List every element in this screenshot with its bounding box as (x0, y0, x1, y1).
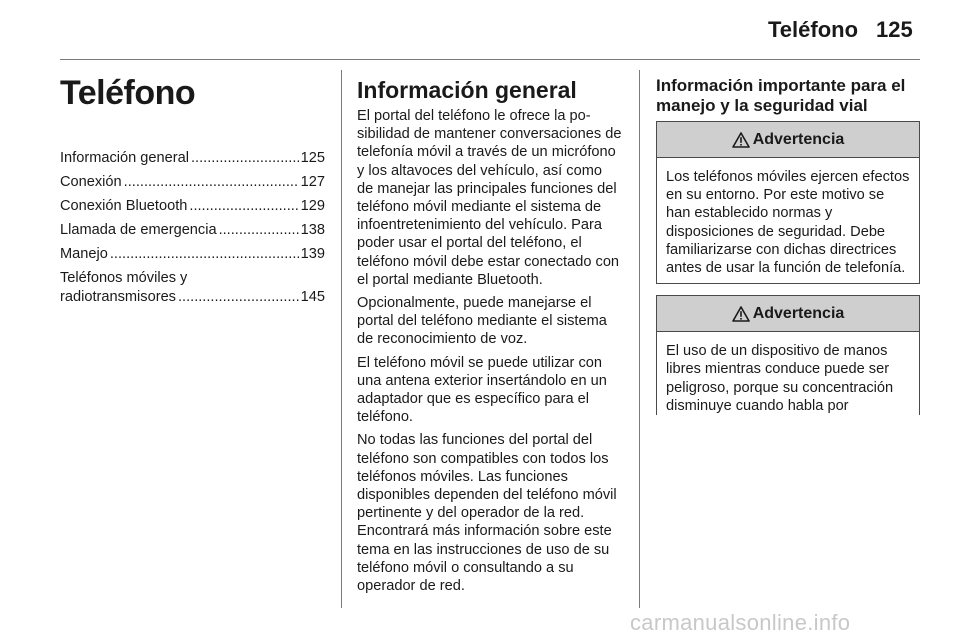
warning-box (656, 295, 920, 415)
body-paragraph: Opcionalmente, puede manejarse el portal del teléfono mediante el sistema de reconocimiento de voz. (357, 295, 607, 348)
toc-page: 145 (300, 289, 325, 305)
warning-box (656, 121, 920, 284)
toc-page: 127 (300, 174, 325, 190)
body-paragraph: No todas las funciones del portal del teléfono son compatibles con todos los teléfonos móviles. Las funciones disponibles dependen del teléfono móvil pertinente y del operador de la red. Encontrará más información sobre este tema en las instrucciones de uso de su teléfono móvil o consultando a su operador de red. (357, 432, 617, 595)
column-divider (341, 70, 342, 608)
toc-label: Manejo (60, 246, 108, 262)
warning-text: Los teléfonos móviles ejercen efectos en su entorno. Por este motivo se han establecido normas y disposiciones de seguridad. Debe familiarizarse con dichas directrices antes de usar la función de telefonía. (666, 169, 910, 277)
toc-leader (110, 245, 299, 264)
column-divider (639, 70, 640, 608)
toc-entry[interactable] (60, 173, 325, 192)
toc-label-line1: Teléfonos móviles y (60, 270, 188, 286)
watermark: carmanualsonline.info (630, 610, 851, 635)
toc-label: Información general (60, 150, 189, 166)
page-header (0, 0, 960, 60)
safety-column (656, 70, 920, 415)
header-title: Teléfono (768, 17, 859, 42)
warning-triangle-icon (732, 132, 750, 148)
toc-leader (191, 149, 299, 168)
toc-page: 138 (300, 222, 325, 238)
toc-entry[interactable] (60, 221, 325, 240)
toc-leader (189, 197, 298, 216)
toc-entry[interactable] (60, 197, 325, 216)
subsection-title: Información importante para el manejo y la seguridad vial (656, 76, 906, 115)
toc-label: Llamada de emergencia (60, 222, 217, 238)
toc-column (60, 70, 325, 312)
toc-leader (178, 288, 299, 307)
header-page-number: 125 (876, 17, 913, 42)
warning-label: Advertencia (752, 130, 845, 148)
general-info-column (357, 70, 622, 600)
warning-label: Advertencia (752, 304, 845, 322)
warning-header (657, 122, 919, 158)
toc-page: 125 (300, 150, 325, 166)
toc-entry[interactable] (60, 149, 325, 168)
header-rule (60, 59, 920, 60)
toc-entry[interactable] (60, 269, 325, 307)
body-paragraph: El portal del teléfono le ofrece la posibilidad de mantener conversaciones de telefonía móvil a través de un micrófono y los altavoces del vehículo, así como de manejar las principales funciones del teléfono móvil mediante el sistema de infoentretenimiento del vehículo. Para poder usar el portal del teléfono, el teléfono móvil debe estar conectado con el portal mediante Bluetooth. (357, 108, 622, 288)
toc-entry[interactable] (60, 245, 325, 264)
toc-leader (124, 173, 299, 192)
warning-text: El uso de un dispositivo de manos libres mientras conduce puede ser peligroso, porque su concentración disminuye cuando habla por (666, 343, 894, 414)
toc-page: 139 (300, 246, 325, 262)
toc-label: Conexión (60, 174, 122, 190)
toc-label: radiotransmisores (60, 289, 176, 305)
chapter-title: Teléfono (60, 74, 196, 112)
warning-header (657, 296, 919, 332)
toc-page: 129 (300, 198, 325, 214)
warning-triangle-icon (732, 306, 750, 322)
body-paragraph: El teléfono móvil se puede utilizar con una antena exterior insertándolo en un adaptador que es específico para el teléfono. (357, 354, 607, 426)
toc-leader (219, 221, 299, 240)
toc-label: Conexión Bluetooth (60, 198, 188, 214)
section-title: Información general (357, 77, 577, 103)
